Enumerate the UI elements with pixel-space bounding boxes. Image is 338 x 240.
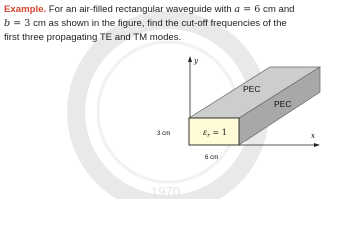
y-axis-label: y — [194, 57, 198, 65]
permittivity-label: $\varepsilon_r = 1$ — [203, 128, 227, 139]
x-axis-arrow — [314, 143, 320, 147]
a-unit: cm and — [260, 4, 295, 15]
problem-text-2: cm as shown in the figure, find the cut-off frequencies of the — [30, 18, 287, 30]
width-label: 6 cm — [205, 154, 219, 161]
y-axis-arrow — [188, 56, 192, 62]
x-axis-label: x — [311, 132, 315, 140]
a-value: = 6 — [240, 4, 261, 15]
top-pec-label: PEC — [243, 84, 261, 94]
seal-year: 1970 — [151, 184, 180, 199]
var-b: b — [4, 18, 11, 30]
problem-text-1: For an air-filled rectangular waveguide with — [46, 4, 235, 15]
problem-text-3: first three propagating TE and TM modes. — [4, 32, 182, 44]
b-value: = 3 — [10, 18, 31, 30]
var-a: a — [234, 4, 241, 15]
side-pec-label: PEC — [274, 99, 292, 109]
example-label: Example. — [4, 4, 47, 15]
height-label: 3 cm — [157, 130, 171, 137]
